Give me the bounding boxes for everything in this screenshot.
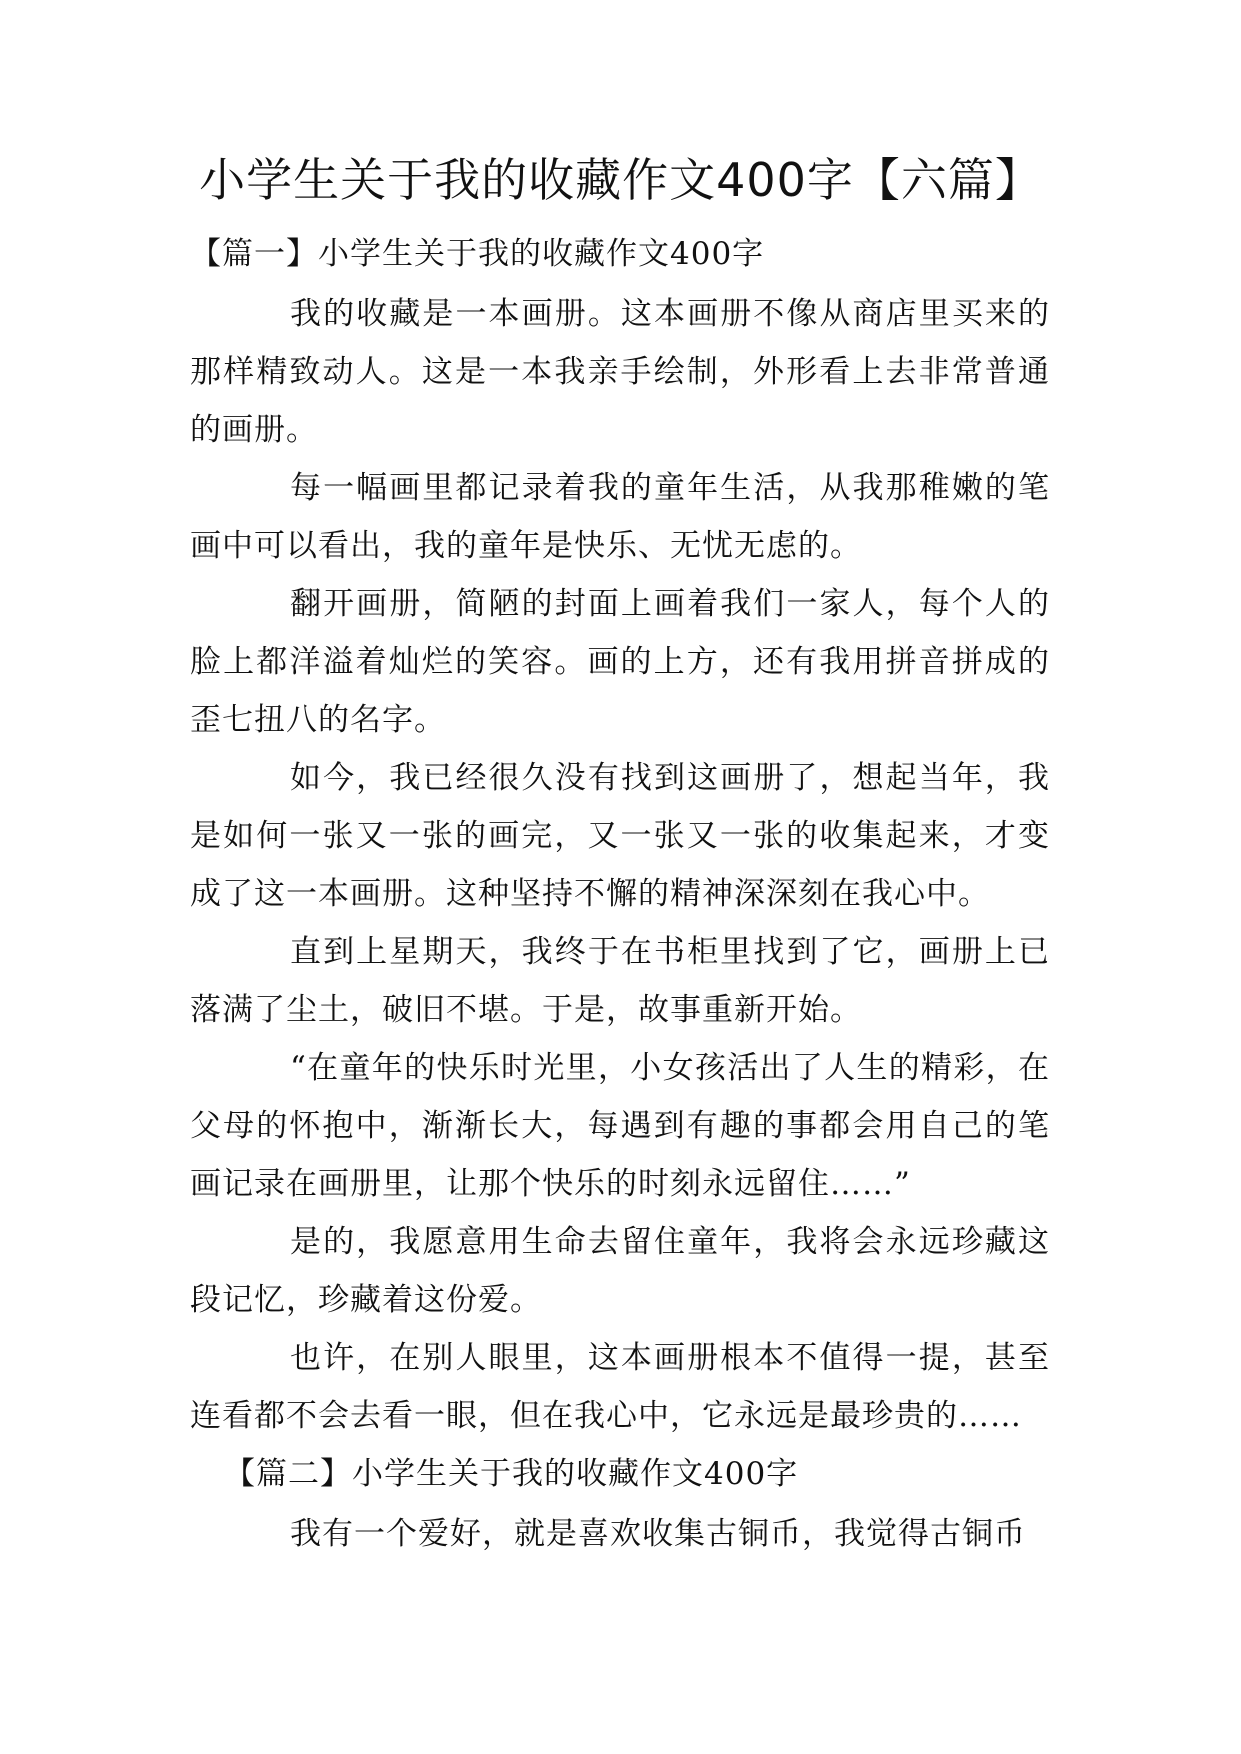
section-heading: 【篇二】小学生关于我的收藏作文400字 — [224, 1456, 799, 1492]
paragraph: 翻开画册，简陋的封面上画着我们一家人，每个人的脸上都洋溢着灿烂的笑容。画的上方，还有我用拼音拼成的歪七扭八的名字。 — [190, 586, 1050, 738]
paragraph: 直到上星期天，我终于在书柜里找到了它，画册上已落满了尘土，破旧不堪。于是，故事重新开始。 — [190, 934, 1050, 1028]
section-heading: 【篇一】小学生关于我的收藏作文400字 — [190, 236, 765, 272]
paragraph: 是的，我愿意用生命去留住童年，我将会永远珍藏这段记忆，珍藏着这份爱。 — [190, 1224, 1050, 1318]
paragraph: 我有一个爱好，就是喜欢收集古铜币，我觉得古铜币 — [290, 1516, 1026, 1552]
paragraph: 也许，在别人眼里，这本画册根本不值得一提，甚至连看都不会去看一眼，但在我心中，它永远是最珍贵的…… — [190, 1340, 1050, 1434]
document-body — [190, 225, 1050, 1563]
paragraph: “在童年的快乐时光里，小女孩活出了人生的精彩，在父母的怀抱中，渐渐长大，每遇到有趣的事都会用自己的笔画记录在画册里，让那个快乐的时刻永远留住……” — [190, 1050, 1050, 1202]
paragraph: 每一幅画里都记录着我的童年生活，从我那稚嫩的笔画中可以看出，我的童年是快乐、无忧无虑的。 — [190, 470, 1050, 564]
document-title: 小学生关于我的收藏作文400字【六篇】 — [199, 153, 1042, 207]
paragraph: 如今，我已经很久没有找到这画册了，想起当年，我是如何一张又一张的画完，又一张又一张的收集起来，才变成了这一本画册。这种坚持不懈的精神深深刻在我心中。 — [190, 760, 1050, 912]
paragraph: 我的收藏是一本画册。这本画册不像从商店里买来的那样精致动人。这是一本我亲手绘制，外形看上去非常普通的画册。 — [190, 296, 1050, 448]
